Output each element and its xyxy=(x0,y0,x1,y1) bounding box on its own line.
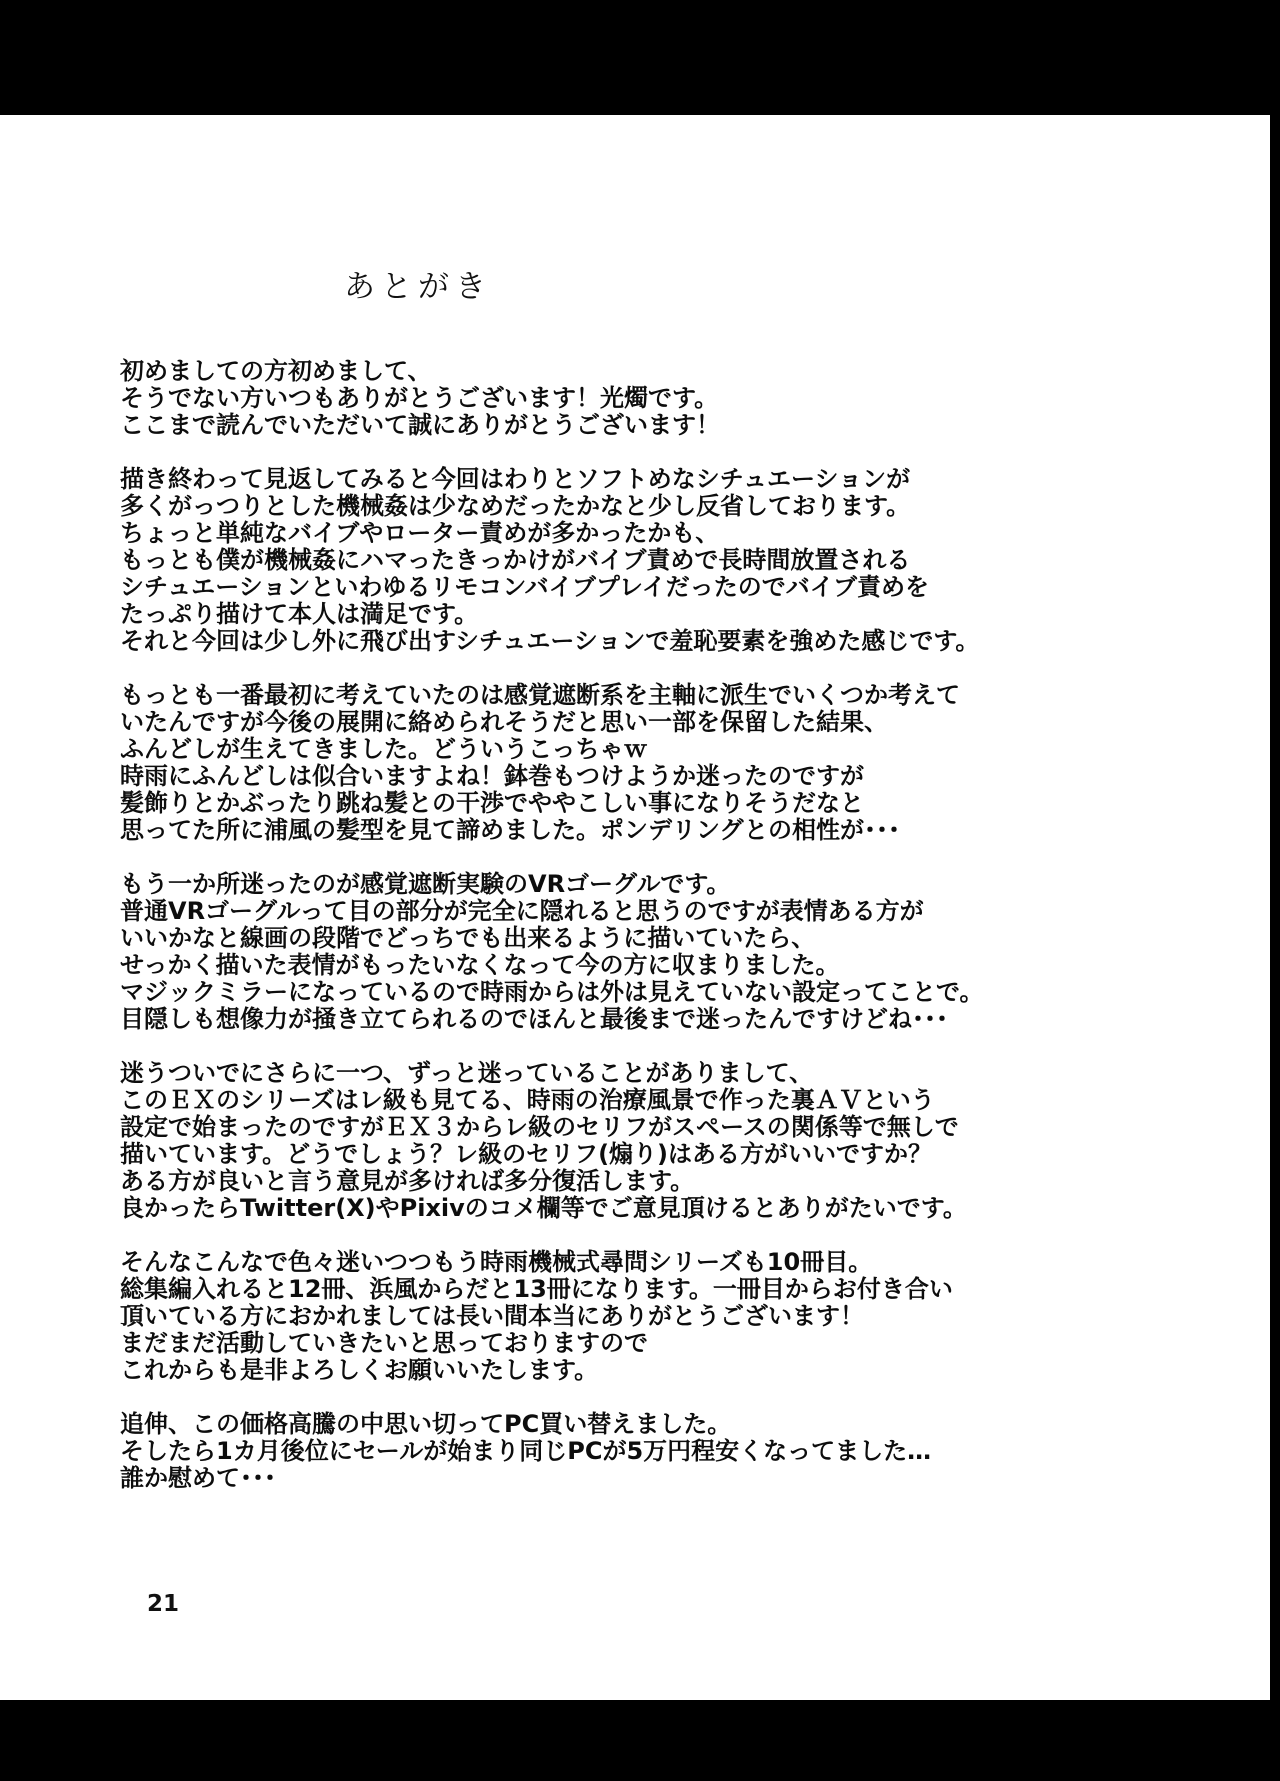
paragraph xyxy=(120,871,1120,1033)
manga-page xyxy=(0,115,1270,1700)
text-line: これからも是非よろしくお願いいたします。 xyxy=(120,1356,599,1384)
text-line: 時雨にふんどしは似合いますよね！鉢巻もつけようか迷ったのですが xyxy=(120,762,864,790)
text-line: 設定で始まったのですがＥＸ３からレ級のセリフがスペースの関係等で無しで xyxy=(120,1113,959,1141)
afterword-body xyxy=(120,358,1120,1492)
text-line: ここまで読んでいただいて誠にありがとうございます！ xyxy=(120,411,720,439)
text-line: そんなこんなで色々迷いつつもう時雨機械式尋問シリーズも10冊目。 xyxy=(120,1248,873,1276)
text-line: もっとも僕が機械姦にハマったきっかけがバイブ責めで長時間放置される xyxy=(120,546,911,574)
paragraph xyxy=(120,466,1120,655)
text-line: このＥＸのシリーズはレ級も見てる、時雨の治療風景で作った裏ＡＶという xyxy=(120,1086,935,1114)
text-line: いたんですが今後の展開に絡められそうだと思い一部を保留した結果、 xyxy=(120,708,888,736)
text-line: まだまだ活動していきたいと思っておりますので xyxy=(120,1329,648,1357)
text-line: たっぷり描けて本人は満足です。 xyxy=(120,600,479,628)
paragraph xyxy=(120,1249,1120,1384)
text-line: 総集編入れると12冊、浜風からだと13冊になります。一冊目からお付き合い xyxy=(120,1275,953,1303)
text-line: 思ってた所に浦風の髪型を見て諦めました。ポンデリングとの相性が･･･ xyxy=(120,816,900,844)
paragraph xyxy=(120,1060,1120,1222)
text-line: もっとも一番最初に考えていたのは感覚遮断系を主軸に派生でいくつか考えて xyxy=(120,681,960,709)
text-line: 多くがっつりとした機械姦は少なめだったかなと少し反省しております。 xyxy=(120,492,911,520)
text-line: 描き終わって見返してみると今回はわりとソフトめなシチュエーションが xyxy=(120,465,911,493)
text-line: シチュエーションといわゆるリモコンバイブプレイだったのでバイブ責めを xyxy=(120,573,930,601)
text-line: せっかく描いた表情がもったいなくなって今の方に収まりました。 xyxy=(120,951,840,979)
text-line: 普通VRゴーグルって目の部分が完全に隠れると思うのですが表情ある方が xyxy=(120,897,924,925)
paragraph xyxy=(120,1411,1120,1492)
text-line: 誰か慰めて･･･ xyxy=(120,1464,276,1492)
text-line: そうでない方いつもありがとうございます！光燭です。 xyxy=(120,384,719,412)
text-line: ちょっと単純なバイブやローター責めが多かったかも、 xyxy=(120,519,720,547)
text-line: それと今回は少し外に飛び出すシチュエーションで羞恥要素を強めた感じです。 xyxy=(120,627,980,655)
text-line: ふんどしが生えてきました。どういうこっちゃｗ xyxy=(120,735,648,763)
page-number: 21 xyxy=(147,1591,180,1617)
text-line: いいかなと線画の段階でどっちでも出来るように描いていたら、 xyxy=(120,924,816,952)
text-line: 迷うついでにさらに一つ、ずっと迷っていることがありまして、 xyxy=(120,1059,814,1087)
page-title: あとがき xyxy=(344,269,492,305)
text-line: そしたら1カ月後位にセールが始まり同じPCが5万円程安くなってました… xyxy=(120,1437,932,1465)
paragraph xyxy=(120,358,1120,439)
text-line: 頂いている方におかれましては長い間本当にありがとうございます！ xyxy=(120,1302,864,1330)
text-line: 追伸、この価格高騰の中思い切ってPC買い替えました。 xyxy=(120,1410,732,1438)
text-line: 描いています。どうでしょう？レ級のセリフ(煽り)はある方がいいですか？ xyxy=(120,1140,933,1168)
text-line: ある方が良いと言う意見が多ければ多分復活します。 xyxy=(120,1167,695,1195)
text-line: 髪飾りとかぶったり跳ね髪との干渉でややこしい事になりそうだなと xyxy=(120,789,864,817)
text-line: もう一か所迷ったのが感覚遮断実験のVRゴーグルです。 xyxy=(120,870,731,898)
paragraph xyxy=(120,682,1120,844)
text-line: 目隠しも想像力が掻き立てられるのでほんと最後まで迷ったんですけどね･･･ xyxy=(120,1005,948,1033)
text-line: 良かったらTwitter(X)やPixivのコメ欄等でご意見頂けるとありがたいです。 xyxy=(120,1194,967,1222)
text-line: マジックミラーになっているので時雨からは外は見えていない設定ってことで。 xyxy=(120,978,984,1006)
text-line: 初めましての方初めまして、 xyxy=(120,357,432,385)
